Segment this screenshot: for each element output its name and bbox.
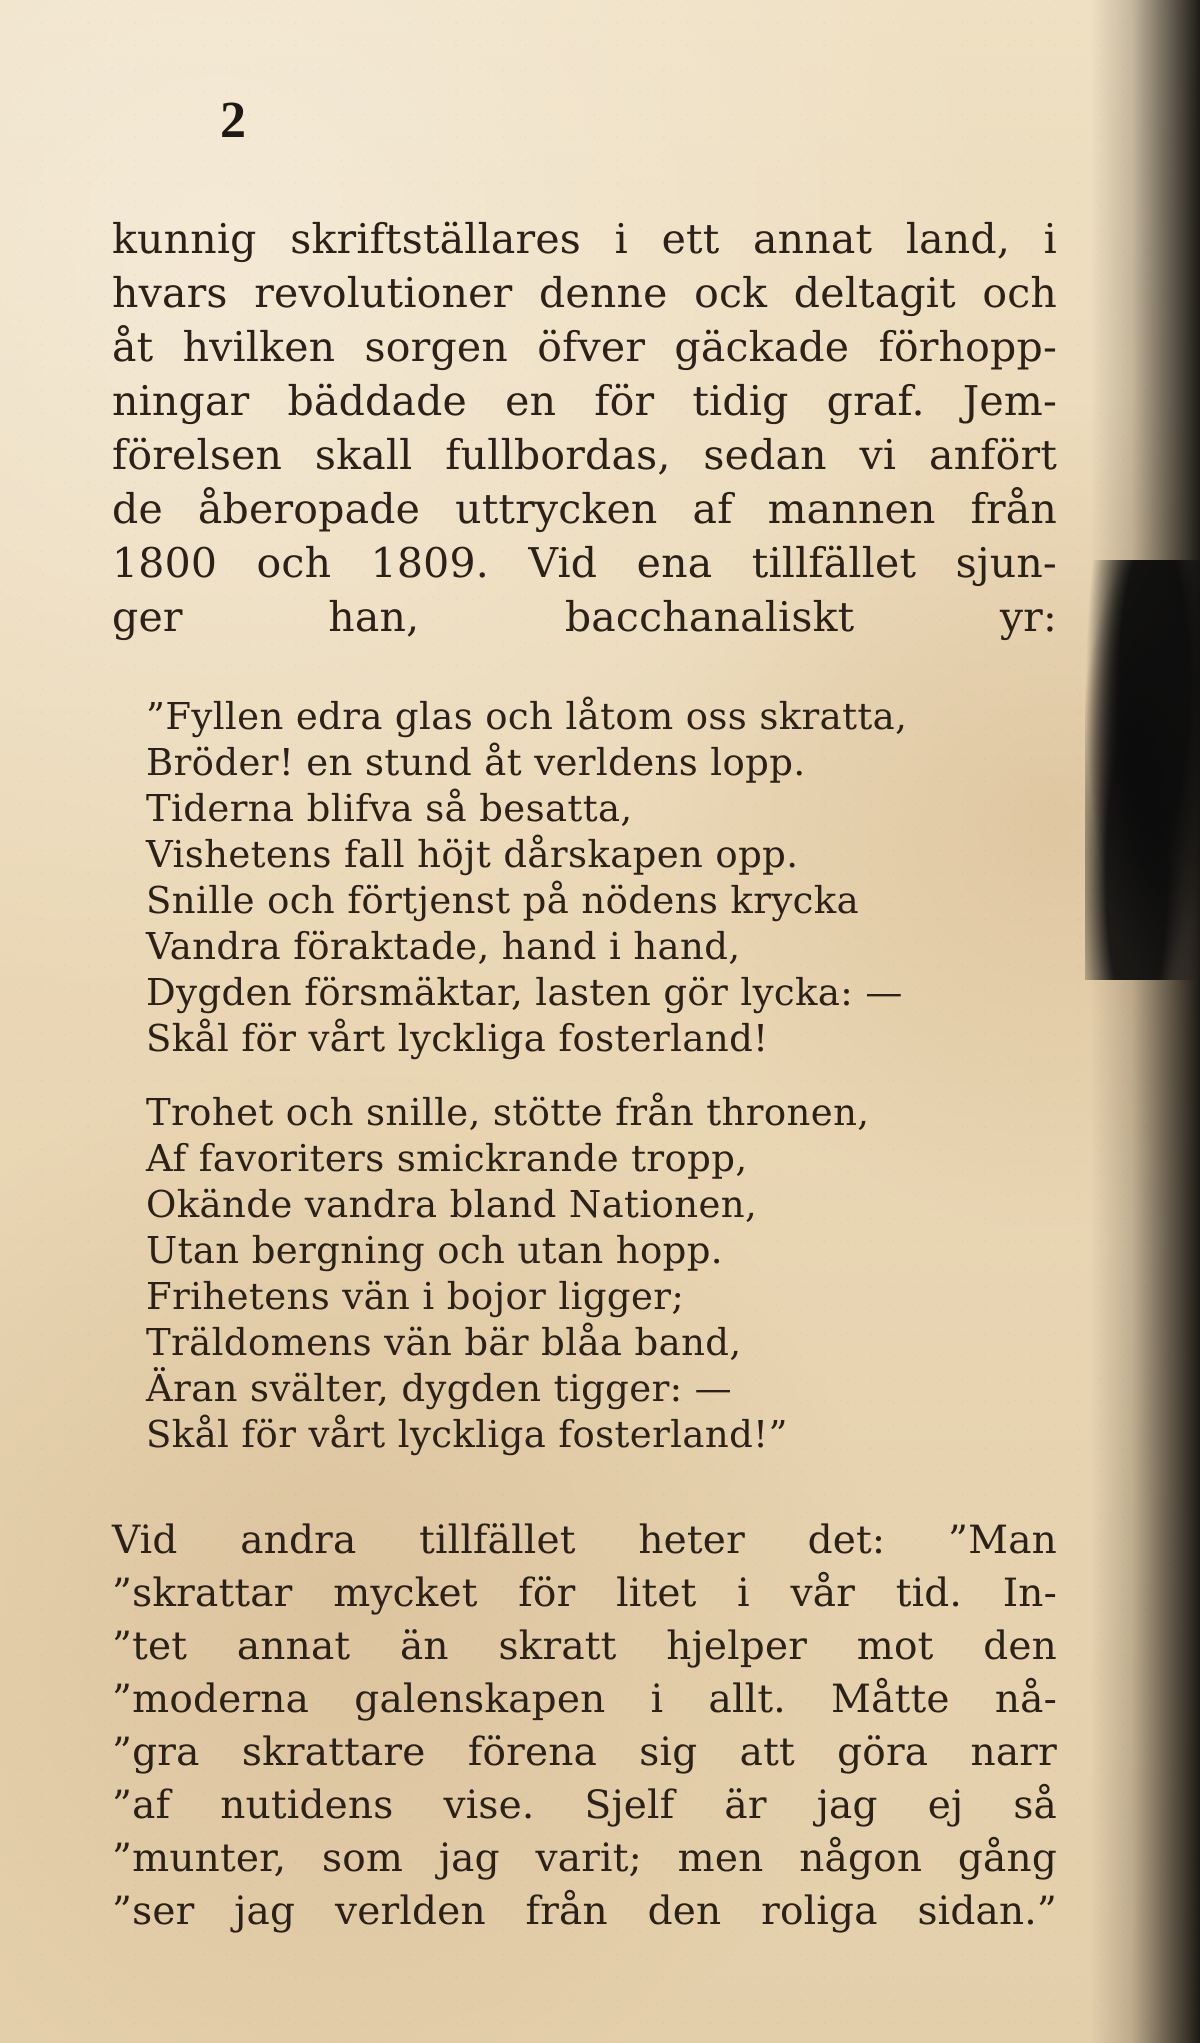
page-edge-shadow [1090,0,1200,2043]
closing-line-3: ”tet annat än skratt hjelper mot den [112,1624,1057,1669]
stanza-1-line-4: Vishetens fall höjt dårskapen opp. [146,833,799,876]
stanza-2-line-5: Frihetens vän i bojor ligger; [146,1275,685,1318]
intro-line-7: 1800 och 1809. Vid ena tillfället sjun- [112,539,1057,587]
stanza-1-line-1: ”Fyllen edra glas och låtom oss skratta, [146,695,908,738]
closing-line-2: ”skrattar mycket för litet i vår tid. In- [112,1571,1057,1616]
stanza-1-line-2: Bröder! en stund åt verldens lopp. [146,741,806,784]
stanza-2-line-2: Af favoriters smickrande tropp, [146,1137,748,1180]
poem-stanza-2 [146,1090,1057,1458]
stanza-2-line-8: Skål för vårt lyckliga fosterland!” [146,1413,788,1456]
stanza-2-line-4: Utan bergning och utan hopp. [146,1229,723,1272]
stanza-1-line-8: Skål för vårt lyckliga fosterland! [146,1017,769,1060]
closing-line-7: ”munter, som jag varit; men någon gång [112,1836,1057,1881]
closing-paragraph [112,1514,1057,1938]
closing-line-5: ”gra skrattare förena sig att göra narr [112,1730,1057,1775]
stanza-1-line-5: Snille och förtjenst på nödens krycka [146,879,860,922]
intro-paragraph [112,212,1057,644]
intro-line-2: hvars revolutioner denne ock deltagit och [112,269,1057,317]
stanza-1-line-3: Tiderna blifva så besatta, [146,787,633,830]
intro-line-8: ger han, bacchanaliskt yr: [112,593,1057,641]
closing-line-1: Vid andra tillfället heter det: ”Man [112,1518,1057,1563]
intro-line-1: kunnig skriftställares i ett annat land, i [112,215,1057,263]
stanza-2-line-1: Trohet och snille, stötte från thronen, [146,1091,870,1134]
intro-line-4: ningar bäddade en för tidig graf. Jem- [112,377,1057,425]
page-number: 2 [220,92,246,149]
closing-line-8: ”ser jag verlden från den roliga sidan.” [112,1889,1057,1934]
intro-line-3: åt hvilken sorgen öfver gäckade förhopp- [112,323,1057,371]
poem-block [112,694,1057,1458]
closing-line-6: ”af nutidens vise. Sjelf är jag ej så [112,1783,1057,1828]
poem-stanza-1 [146,694,1057,1062]
stanza-1-line-6: Vandra föraktade, hand i hand, [146,925,741,968]
closing-quote [112,1514,1057,1938]
closing-line-4: ”moderna galenskapen i allt. Måtte nå- [112,1677,1057,1722]
stanza-2-line-6: Träldomens vän bär blåa band, [146,1321,742,1364]
stanza-1-line-7: Dygden försmäktar, lasten gör lycka: — [146,971,903,1014]
stanza-2-line-3: Okände vandra bland Nationen, [146,1183,758,1226]
intro-line-6: de åberopade uttrycken af mannen från [112,485,1057,533]
page-text [112,212,1057,1938]
dark-binding-blot [1085,560,1200,980]
stanza-2-line-7: Äran svälter, dygden tigger: — [146,1367,733,1410]
intro-line-5: förelsen skall fullbordas, sedan vi anfört [112,431,1057,479]
